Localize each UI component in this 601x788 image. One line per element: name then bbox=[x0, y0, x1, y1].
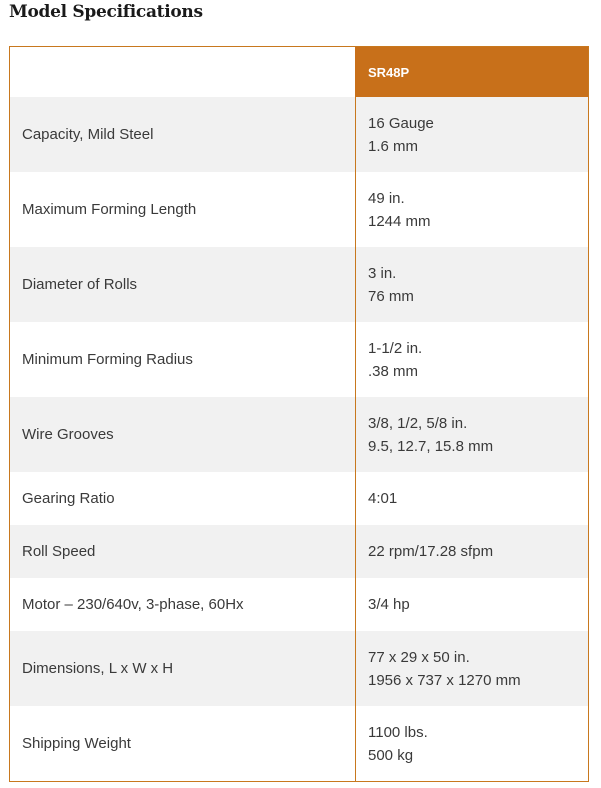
spec-value-line: 9.5, 12.7, 15.8 mm bbox=[368, 437, 494, 455]
spec-value bbox=[355, 322, 588, 397]
table-row bbox=[10, 578, 588, 631]
table-row bbox=[10, 97, 588, 172]
spec-label: Capacity, Mild Steel bbox=[10, 97, 355, 172]
table-row bbox=[10, 322, 588, 397]
spec-value-line: 76 mm bbox=[368, 287, 414, 305]
spec-value-line: 1100 lbs. bbox=[368, 723, 428, 741]
spec-label: Shipping Weight bbox=[10, 706, 355, 781]
spec-value-line: 1-1/2 in. bbox=[368, 339, 423, 357]
table-row bbox=[10, 172, 588, 247]
spec-value bbox=[355, 631, 588, 706]
spec-value bbox=[355, 247, 588, 322]
spec-value-line: 4:01 bbox=[368, 490, 398, 507]
header-label-cell bbox=[10, 47, 355, 97]
page-title: Model Specifications bbox=[9, 2, 203, 22]
spec-label: Motor – 230/640v, 3-phase, 60Hx bbox=[10, 578, 355, 631]
spec-value-line: 500 kg bbox=[368, 746, 414, 764]
spec-value-line: 49 in. bbox=[368, 189, 405, 207]
spec-value-line: .38 mm bbox=[368, 362, 419, 380]
spec-value bbox=[355, 525, 588, 578]
table-row bbox=[10, 706, 588, 781]
spec-table bbox=[9, 46, 589, 782]
spec-value-line: 3 in. bbox=[368, 264, 397, 282]
spec-label: Minimum Forming Radius bbox=[10, 322, 355, 397]
spec-value-line: 1244 mm bbox=[368, 212, 431, 230]
spec-value-line: 3/8, 1/2, 5/8 in. bbox=[368, 414, 468, 432]
spec-label: Wire Grooves bbox=[10, 397, 355, 472]
spec-value bbox=[355, 397, 588, 472]
spec-label: Roll Speed bbox=[10, 525, 355, 578]
table-header-row bbox=[10, 47, 588, 97]
spec-value-line: 22 rpm/17.28 sfpm bbox=[368, 543, 494, 560]
spec-value-line: 16 Gauge bbox=[368, 114, 434, 132]
spec-label: Diameter of Rolls bbox=[10, 247, 355, 322]
header-model-cell: SR48P bbox=[355, 47, 588, 97]
spec-value bbox=[355, 706, 588, 781]
spec-value bbox=[355, 97, 588, 172]
table-row bbox=[10, 525, 588, 578]
spec-label: Dimensions, L x W x H bbox=[10, 631, 355, 706]
spec-value bbox=[355, 472, 588, 525]
spec-value-line: 77 x 29 x 50 in. bbox=[368, 648, 470, 666]
spec-label: Maximum Forming Length bbox=[10, 172, 355, 247]
spec-value-line: 1956 x 737 x 1270 mm bbox=[368, 671, 521, 689]
spec-value-line: 3/4 hp bbox=[368, 596, 410, 613]
spec-label: Gearing Ratio bbox=[10, 472, 355, 525]
spec-value bbox=[355, 578, 588, 631]
spec-value bbox=[355, 172, 588, 247]
table-row bbox=[10, 472, 588, 525]
table-row bbox=[10, 247, 588, 322]
table-row bbox=[10, 397, 588, 472]
table-row bbox=[10, 631, 588, 706]
spec-value-line: 1.6 mm bbox=[368, 137, 419, 155]
